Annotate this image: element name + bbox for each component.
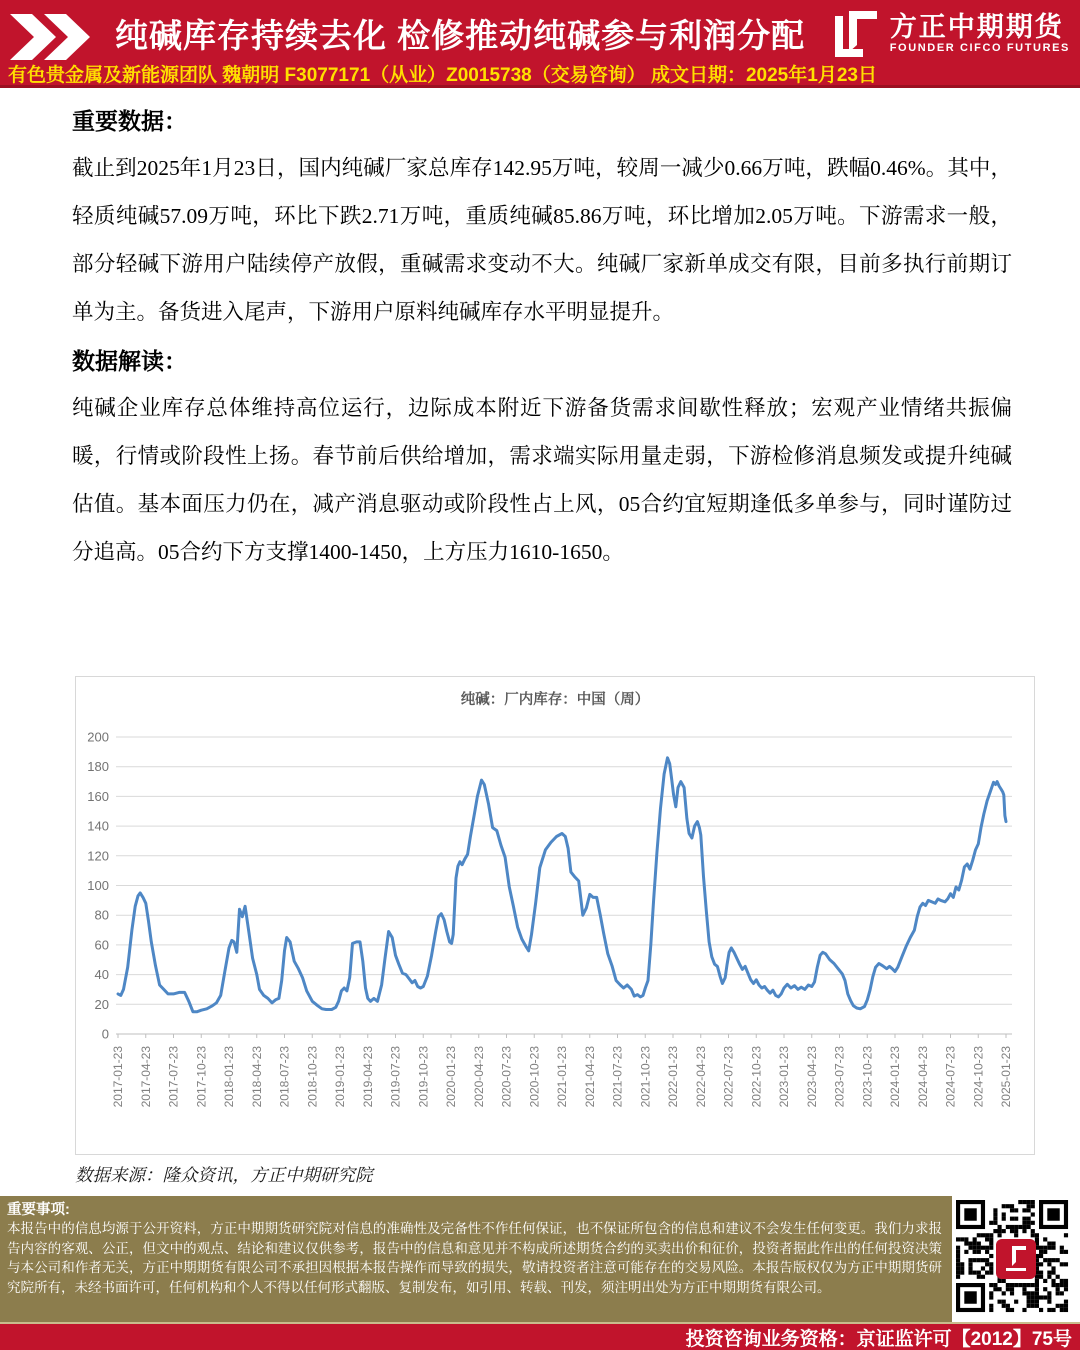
svg-text:2017-04-23: 2017-04-23 <box>138 1046 153 1108</box>
svg-text:2017-10-23: 2017-10-23 <box>194 1046 209 1108</box>
svg-text:2024-10-23: 2024-10-23 <box>971 1046 986 1108</box>
svg-text:120: 120 <box>87 848 109 864</box>
svg-text:200: 200 <box>87 729 109 745</box>
svg-text:2017-07-23: 2017-07-23 <box>166 1046 181 1108</box>
svg-text:2019-07-23: 2019-07-23 <box>388 1046 403 1108</box>
inventory-chart-card <box>75 676 1035 1155</box>
svg-text:2024-04-23: 2024-04-23 <box>915 1046 930 1108</box>
svg-text:2021-04-23: 2021-04-23 <box>582 1046 597 1108</box>
svg-text:2019-10-23: 2019-10-23 <box>416 1046 431 1108</box>
svg-text:2019-04-23: 2019-04-23 <box>360 1046 375 1108</box>
svg-text:2018-07-23: 2018-07-23 <box>277 1046 292 1108</box>
svg-text:2020-10-23: 2020-10-23 <box>527 1046 542 1108</box>
svg-text:2022-01-23: 2022-01-23 <box>666 1046 680 1108</box>
svg-text:2022-10-23: 2022-10-23 <box>749 1046 764 1108</box>
svg-text:100: 100 <box>87 878 109 893</box>
disclaimer-text: 本报告中的信息均源于公开资料，方正中期期货研究院对信息的准确性及完备性不作任何保证，也不保证所包含的信息和建议不会发生任何变更。我们力求报告内容的客观、公正，但文中的观点、结论和建议仅供参考，报告中的信息和意见并不构成所述期货合约的买卖出价和征价，投资者据此作出的任何投资决策与本公司和作者无关，方正中期期货有限公司不承担因根据本报告操作而导致的损失，敬请投资者注意可能存在的交易风险。本报告版权仅为方正中期期货研究院所有，未经书面许可，任何机构和个人不得以任何形式翻版、复制发布，如引用、转载、刊发，须注明出处为方正中期期货有限公司。 <box>7 1221 942 1295</box>
svg-text:2020-04-23: 2020-04-23 <box>471 1046 486 1108</box>
svg-text:0: 0 <box>101 1026 109 1042</box>
svg-text:2020-01-23: 2020-01-23 <box>444 1046 458 1108</box>
svg-text:2023-07-23: 2023-07-23 <box>832 1046 847 1108</box>
svg-text:180: 180 <box>87 759 109 775</box>
disclaimer-box <box>0 1196 1080 1322</box>
svg-text:2019-01-23: 2019-01-23 <box>333 1046 347 1108</box>
founder-logo-icon <box>830 8 882 60</box>
svg-text:60: 60 <box>94 937 109 953</box>
header-banner <box>0 0 1080 88</box>
report-body <box>72 96 1012 576</box>
svg-text:2023-10-23: 2023-10-23 <box>860 1046 875 1108</box>
report-title: 纯碱库存持续去化 检修推动纯碱参与利润分配 <box>115 17 806 54</box>
section-heading-interpretation: 数据解读： <box>72 349 187 374</box>
svg-text:2021-07-23: 2021-07-23 <box>610 1046 625 1108</box>
brand-name-cn: 方正中期期货 <box>889 12 1064 43</box>
disclaimer-heading: 重要事项: <box>7 1202 70 1218</box>
svg-text:140: 140 <box>87 818 109 834</box>
svg-text:80: 80 <box>94 907 109 923</box>
svg-text:40: 40 <box>94 967 109 983</box>
section-heading-key-data: 重要数据： <box>72 109 187 134</box>
svg-text:2020-07-23: 2020-07-23 <box>499 1046 514 1108</box>
svg-text:2018-01-23: 2018-01-23 <box>222 1046 236 1108</box>
inventory-line-chart <box>76 707 1034 1153</box>
svg-text:2021-10-23: 2021-10-23 <box>638 1046 653 1108</box>
svg-text:160: 160 <box>87 788 109 804</box>
qr-code <box>952 1196 1080 1322</box>
brand-name-en: FOUNDER CIFCO FUTURES <box>889 42 1070 55</box>
brand-logo <box>830 8 1070 60</box>
svg-text:2024-01-23: 2024-01-23 <box>888 1046 902 1108</box>
svg-text:2022-04-23: 2022-04-23 <box>693 1046 708 1108</box>
report-byline: 有色贵金属及新能源团队 魏朝明 F3077171（从业）Z0015738（交易咨询） 成文日期：2025年1月23日 <box>8 65 877 86</box>
svg-text:20: 20 <box>94 996 109 1012</box>
svg-text:2018-04-23: 2018-04-23 <box>249 1046 264 1108</box>
double-chevron-icon <box>10 14 105 60</box>
svg-text:2025-01-23: 2025-01-23 <box>999 1046 1013 1108</box>
svg-text:2023-01-23: 2023-01-23 <box>777 1046 791 1108</box>
svg-text:2018-10-23: 2018-10-23 <box>305 1046 320 1108</box>
key-data-paragraph: 截止到2025年1月23日，国内纯碱厂家总库存142.95万吨，较周一减少0.66万吨，跌幅0.46%。其中，轻质纯碱57.09万吨，环比下跌2.71万吨，重质纯碱85.86万吨，环比增加2.05万吨。下游需求一般，部分轻碱下游用户陆续停产放假，重碱需求变动不大。纯碱厂家新单成交有限，目前多执行前期订单为主。备货进入尾声，下游用户原料纯碱库存水平明显提升。 <box>72 156 1012 324</box>
svg-text:2022-07-23: 2022-07-23 <box>721 1046 736 1108</box>
license-text: 投资咨询业务资格：京证监许可【2012】75号 <box>685 1329 1072 1350</box>
data-source-note: 数据来源：隆众资讯，方正中期研究院 <box>75 1165 373 1185</box>
interpretation-paragraph: 纯碱企业库存总体维持高位运行，边际成本附近下游备货需求间歇性释放；宏观产业情绪共振偏暖，行情或阶段性上扬。春节前后供给增加，需求端实际用量走弱，下游检修消息频发或提升纯碱估值。基本面压力仍在，减产消息驱动或阶段性占上风，05合约宜短期逢低多单参与，同时谨防过分追高。05合约下方支撑1400-1450，上方压力1610-1650。 <box>72 396 1012 564</box>
svg-text:2024-07-23: 2024-07-23 <box>943 1046 958 1108</box>
chart-title: 纯碱：厂内库存：中国（周） <box>460 692 650 708</box>
svg-text:2021-01-23: 2021-01-23 <box>555 1046 569 1108</box>
svg-text:2017-01-23: 2017-01-23 <box>111 1046 125 1108</box>
svg-text:2023-04-23: 2023-04-23 <box>804 1046 819 1108</box>
